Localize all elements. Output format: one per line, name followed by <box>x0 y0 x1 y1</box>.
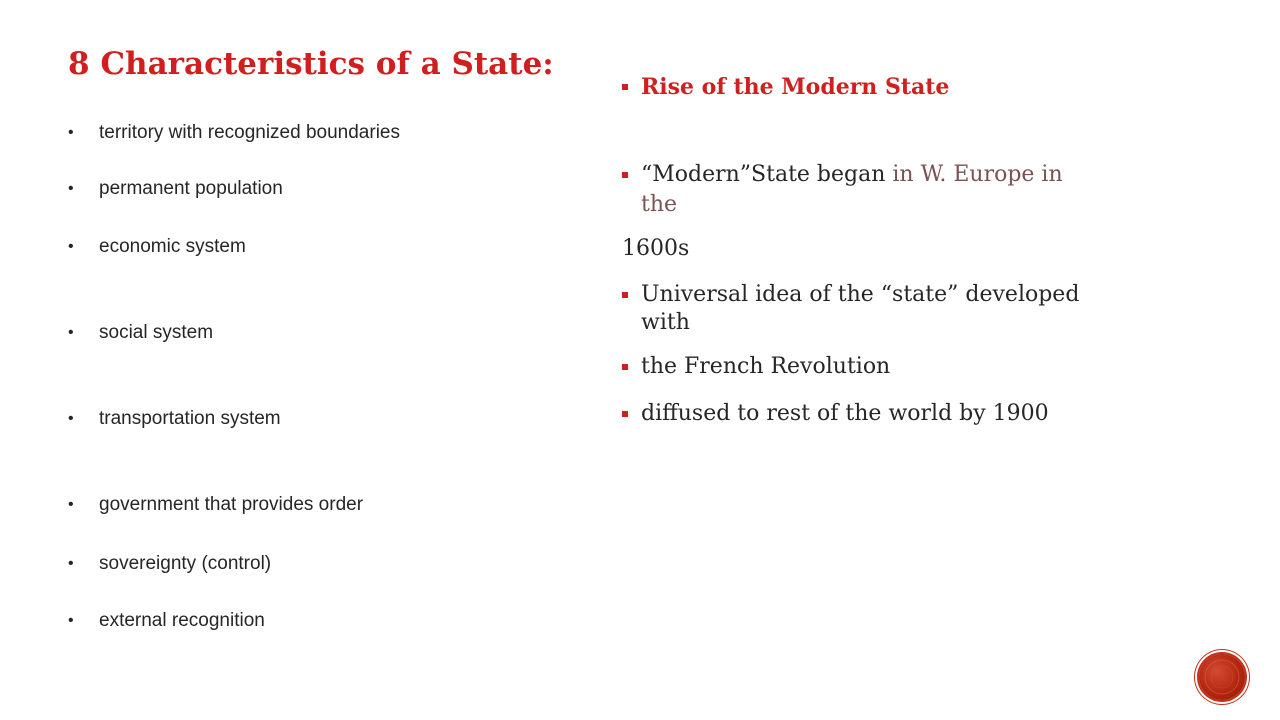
right-line-modern-state-brown: in W. Europe in <box>885 162 1063 187</box>
right-line-modern-state-cont: the <box>641 192 678 217</box>
bullet-icon: • <box>68 180 74 197</box>
list-item-text: external recognition <box>99 610 265 631</box>
bullet-icon: • <box>68 238 74 255</box>
square-bullet-icon <box>622 292 628 298</box>
left-title: 8 Characteristics of a State: <box>68 46 554 82</box>
list-item-text: territory with recognized boundaries <box>99 122 400 143</box>
list-item-text: transportation system <box>99 408 281 429</box>
right-line-french-revolution: the French Revolution <box>641 354 891 379</box>
bullet-icon: • <box>68 124 74 141</box>
list-item-text: sovereignty (control) <box>99 553 272 574</box>
bullet-icon: • <box>68 410 74 427</box>
bullet-icon: • <box>68 555 74 572</box>
list-item-text: government that provides order <box>99 494 364 515</box>
right-line-universal-idea-cont: with <box>641 310 690 335</box>
bullet-icon: • <box>68 612 74 629</box>
right-line-1600s: 1600s <box>622 236 690 261</box>
right-title: Rise of the Modern State <box>641 74 950 100</box>
right-line-universal-idea: Universal idea of the “state” developed <box>641 282 1080 307</box>
bullet-icon: • <box>68 496 74 513</box>
right-line-diffused: diffused to rest of the world by 1900 <box>641 401 1049 426</box>
decorative-red-circle-icon <box>1199 654 1245 700</box>
list-item-text: economic system <box>99 236 246 257</box>
square-bullet-icon <box>622 84 628 90</box>
square-bullet-icon <box>622 172 628 178</box>
list-item-text: social system <box>99 322 214 343</box>
right-line-modern-state-dark: “Modern”State began <box>641 162 886 187</box>
bullet-icon: • <box>68 324 74 341</box>
square-bullet-icon <box>622 364 628 370</box>
list-item-text: permanent population <box>99 178 283 199</box>
right-line-modern-state <box>641 161 1063 189</box>
square-bullet-icon <box>622 411 628 417</box>
